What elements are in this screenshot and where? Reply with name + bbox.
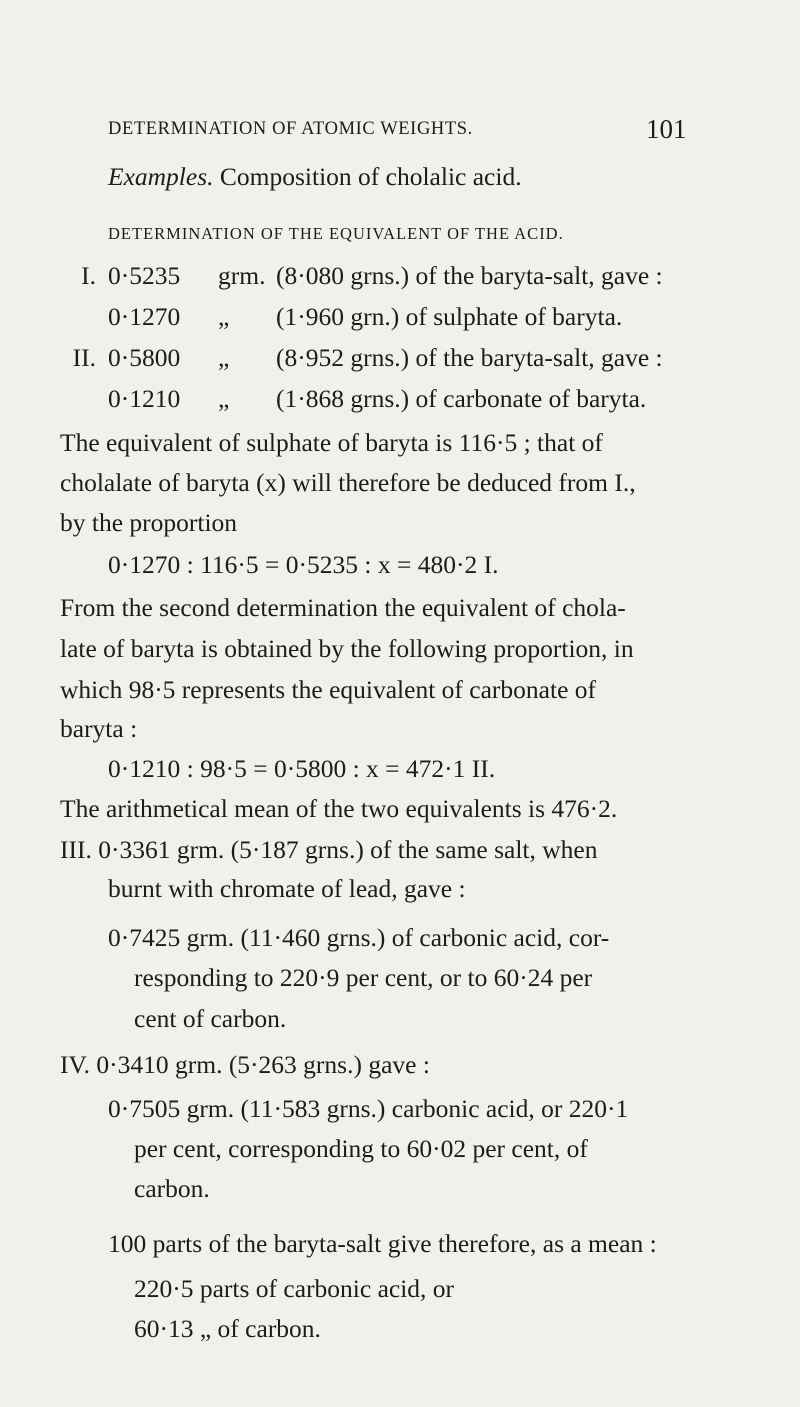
quantity: 0·1210 <box>108 384 181 413</box>
paragraph-line: The equivalent of sulphate of baryta is 116·5 ; that of <box>60 428 603 457</box>
experiment-text: (8·952 grns.) of the baryta-salt, gave : <box>276 343 663 372</box>
experiment-line: III. 0·3361 grm. (5·187 grns.) of the same salt, when <box>60 835 598 864</box>
experiment-line <box>60 386 646 412</box>
section-title: DETERMINATION OF THE EQUIVALENT OF THE ACID. <box>108 224 564 243</box>
result-line: 0·7505 grm. (11·583 grns.) carbonic acid, or 220·1 <box>108 1094 629 1123</box>
equation: 0·1270 : 116·5 = 0·5235 : x = 480·2 I. <box>108 550 499 579</box>
roman-numeral: I. <box>81 261 96 290</box>
experiment-text: (1·868 grns.) of carbonate of baryta. <box>276 384 647 413</box>
examples-heading <box>108 164 522 190</box>
unit: grm. <box>218 261 266 290</box>
unit: „ <box>218 343 230 372</box>
examples-title: Composition of cholalic acid. <box>219 162 522 191</box>
paragraph-line: From the second determination the equivalent of chola- <box>60 593 626 622</box>
result-line: cent of carbon. <box>134 1004 287 1033</box>
paragraph-line: The arithmetical mean of the two equivalents is 476·2. <box>60 794 618 823</box>
examples-label: Examples. <box>108 162 214 191</box>
paragraph-line: baryta : <box>60 714 138 743</box>
result-line: per cent, corresponding to 60·02 per cent, of <box>134 1134 588 1163</box>
unit: „ <box>218 384 230 413</box>
quantity: 0·5800 <box>108 343 181 372</box>
experiment-line <box>60 263 663 289</box>
quantity: 0·1270 <box>108 302 181 331</box>
result-line: carbon. <box>134 1174 210 1203</box>
experiment-line: burnt with chromate of lead, gave : <box>108 874 466 903</box>
result-line: 0·7425 grm. (11·460 grns.) of carbonic acid, cor- <box>108 923 610 952</box>
paragraph-line: late of baryta is obtained by the following proportion, in <box>60 634 634 663</box>
paragraph-line: which 98·5 represents the equivalent of carbonate of <box>60 675 596 704</box>
experiment-line: IV. 0·3410 grm. (5·263 grns.) gave : <box>60 1050 430 1079</box>
experiment-line <box>60 345 663 371</box>
roman-numeral: II. <box>72 343 96 372</box>
experiment-text: (1·960 grn.) of sulphate of baryta. <box>276 302 623 331</box>
result-line: responding to 220·9 per cent, or to 60·24 per <box>134 963 593 992</box>
running-title: DETERMINATION OF ATOMIC WEIGHTS. <box>108 119 473 139</box>
experiment-line <box>60 304 622 330</box>
experiment-text: (8·080 grns.) of the baryta-salt, gave : <box>276 261 663 290</box>
paragraph-line: by the proportion <box>60 508 238 537</box>
paragraph-line: 100 parts of the baryta-salt give therefore, as a mean : <box>108 1229 657 1258</box>
equation: 0·1210 : 98·5 = 0·5800 : x = 472·1 II. <box>108 754 496 783</box>
paragraph-line: cholalate of baryta (x) will therefore be deduced from I., <box>60 468 636 497</box>
unit: „ <box>218 302 230 331</box>
page-number: 101 <box>646 114 687 144</box>
quantity: 0·5235 <box>108 261 181 290</box>
result-line: 220·5 parts of carbonic acid, or <box>134 1274 455 1303</box>
result-line: 60·13 „ of carbon. <box>134 1314 321 1343</box>
